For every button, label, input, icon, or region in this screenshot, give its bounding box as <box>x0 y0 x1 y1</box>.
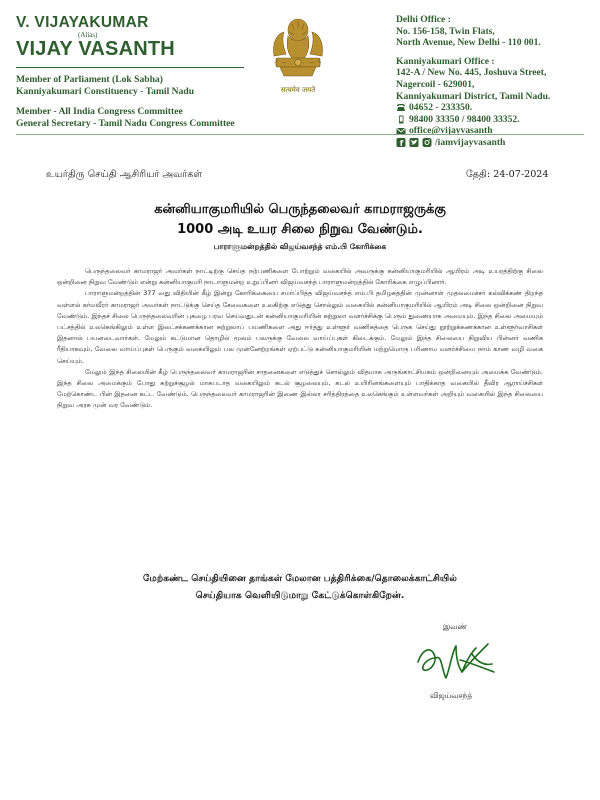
body-paragraph-1: பெருந்தலைவர் காமராஜர் அவர்கள் நாட்டிற்கு செய்த நற்பணிகளை போற்றும் வகையில் அவருக்கு கன்னியாகுமரியில் ஆயிரம் அடி உயரத்திற்கு சிலை ஒன்றினை நிறுவ வேண்டும் என்று கன்னியாகுமரி நாடாளுமன்ற உறுப்பினர் விஜய்வசந்த் பாராளுமன்றத்தில் கோரிக்கை எழுப்பினார். <box>57 267 543 287</box>
kk-office-line: 142-A / New No. 445, Joshuva Street, <box>396 67 547 79</box>
letterhead-identity <box>16 14 246 130</box>
name-primary: V. VIJAYAKUMAR <box>16 14 149 31</box>
phone-row <box>396 102 591 114</box>
alias-label: (Alias) <box>78 31 98 39</box>
subheadline: பாராளுமன்றத்தில் விஜய்வசந்த் எம்.பி கோரிக்கை <box>213 242 387 251</box>
instagram-icon[interactable] <box>422 138 432 147</box>
name-alias: VIJAY VASANTH <box>16 38 175 60</box>
sign-off: இவண் <box>443 622 468 631</box>
closing-line1: மேற்கண்ட செய்தியினை தாங்கள் மேலான பத்திரிக்கை/தொலைக்காட்சியில் <box>143 573 457 584</box>
delhi-office-title: Delhi Office : <box>396 14 451 25</box>
facebook-icon[interactable] <box>396 138 406 147</box>
delhi-office-line: No. 156-158, Twin Flats, <box>396 25 495 37</box>
closing-line2: செய்தியாக வெளியிடுமாறு கேட்டுக்கொள்கிறேன். <box>195 590 405 601</box>
kk-office-line: Nagercoil - 629001, <box>396 78 475 90</box>
body-text <box>57 266 543 412</box>
handwritten-signature <box>412 632 502 686</box>
kk-office-title: Kanniyakumari Office : <box>396 55 495 67</box>
email-address[interactable]: office@vijayvasanth <box>409 125 493 137</box>
mobile-numbers: 98400 33350 / 98400 33352. <box>409 113 520 125</box>
body-paragraph-3: மேலும் இந்த சிலையின் கீழ் பெருந்தலைவர் காமராஜரின் சாதனைகளை எடுத்துச் சொல்லும் விதமாக அருங்காட்சியகம் ஒன்றினையும் அமைக்க வேண்டும். இந்த சிலை அமைக்கும் போது சுற்றுச்சூழல் மாசுபடாத வகையிலும் கடல் சூழலையும், கடல் உயிரினங்களையும் பாதிக்காத வகையில் தீவிர ஆராய்ச்சிகள் மேற்கொண்ட பின் இதனை கட்ட வேண்டும். பெருந்தலைவர் காமராஜரின் இணை இல்லா சரித்திரத்தை உலகெங்கும் உள்ளவர்கள் அறியும் வகையில் இந்த சிலையை நிறுவ அரசு முன் வர வேண்டும். <box>57 367 543 410</box>
phone-icon <box>396 103 406 112</box>
role-constituency: Kanniyakumari Constituency - Tamil Nadu <box>16 86 195 97</box>
headline-line1: கன்னியாகுமரியில் பெருந்தலைவர் காமராஜருக்கு <box>154 202 446 217</box>
role-mp: Member of Parliament (Lok Sabha) <box>16 74 163 85</box>
national-emblem-logo <box>262 10 334 102</box>
letter-date: தேதி: 24-07-2024 <box>466 169 549 180</box>
letterhead-divider <box>16 134 584 135</box>
email-row <box>396 125 591 137</box>
mobile-icon <box>396 115 406 124</box>
role-tncc: General Secretary - Tamil Nadu Congress Committee <box>16 118 235 129</box>
signer-name: விஜய்வசந்த் <box>430 691 473 700</box>
mobile-row <box>396 114 591 126</box>
body-paragraph-2: பாராளுமன்றத்தின் 377 வது விதியின் கீழ் இன்று கோரிக்கையை சமர்ப்பித்த விஜய்வசந்த் எம்.பி தமிழகத்தின் முன்னாள் முதலமைச்சர் கல்விக்கண் திறந்த வள்ளல் கர்மவீரர் காமராஜர் அவர்கள் நாட்டுக்கு செய்த சேவைகளை உலகிற்கு எடுத்து சொல்லும் வகையில் கன்னியாகுமரியில் ஆயிரம் அடி சிலை ஒன்றினை நிறுவ வேண்டும். இந்தச் சிலை பெருந்தலைவரின் புகழை பரவ செய்வதுடன் கன்னியாகுமரியின் சுற்றுலா வளர்ச்சிக்கு பெரும் துணையாக அமையும். இந்த சிலை அமையும் பட்சத்தில் உலகெங்கிலும் உள்ள இலட்சக்கணக்கான சுற்றுலாப் பயணிகளை அது ஈர்த்து உள்ளூர் வணிகத்தை பெருக செய்து நூற்றுக்கணக்கான உள்ளூர்வாசிகள் இதனால் பயனடைவார்கள். மேலும் கட்டுமான தொழில் மூலம் பலருக்கு வேலை வாய்ப்புகள் கிடைக்கும். மேலும் இந்த சிலையை நிறுவிய பின்னர் வணிக ரீதியாகவும், வேலை வாய்ப்புகள் பெருகும் வகையிலும் பல முன்னேற்றங்கள் ஏற்பட்டு கன்னியாகுமரியின் மற்றுமொரு பரிணாம வளர்ச்சியை நாம் காண வழி வகை செய்யும். <box>57 289 543 365</box>
name-divider <box>16 67 244 68</box>
twitter-icon[interactable] <box>409 138 419 147</box>
letterhead-addresses <box>396 14 591 149</box>
svg-text:f: f <box>399 139 404 148</box>
kk-office-line: Kanniyakumari District, Tamil Nadu. <box>396 90 551 102</box>
social-handle[interactable]: /iamvijayvasanth <box>435 136 506 148</box>
phone-number: 04652 - 233350. <box>409 102 473 114</box>
emblem-motto: सत्यमेव जयते <box>280 86 316 94</box>
social-row <box>396 137 591 149</box>
delhi-office-line: North Avenue, New Delhi - 110 001. <box>396 37 541 49</box>
role-aicc: Member - All India Congress Committee <box>16 106 183 117</box>
headline-line2: 1000 அடி உயர சிலை நிறுவ வேண்டும். <box>177 222 423 237</box>
salutation: உயர்திரு செய்தி ஆசிரியர் அவர்கள் <box>46 169 203 180</box>
